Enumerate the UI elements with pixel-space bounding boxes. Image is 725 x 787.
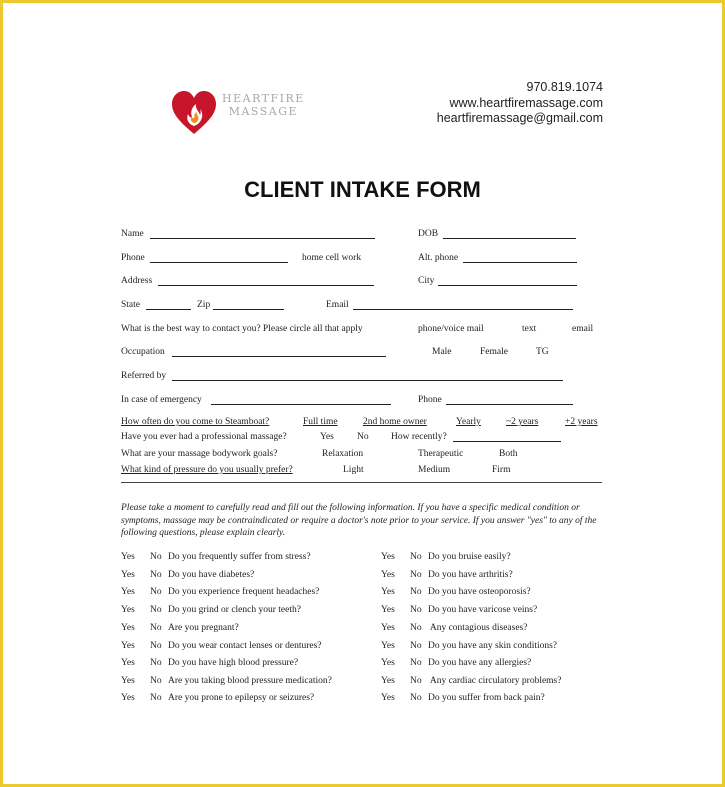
answer-yes[interactable]: Yes [381, 570, 395, 580]
answer-no[interactable]: No [410, 693, 422, 703]
right-question-row [381, 641, 557, 651]
medical-instructions: Please take a moment to carefully read and fill out the following information. If you have a specific medical condition or symptoms, massage may be contraindicated or require a doctor's note prior to your service. If you answer "yes" to any of the following questions, please explain clearly. [121, 503, 597, 538]
phone-label: Phone [121, 253, 145, 263]
emergency-contact-label: In case of emergency [121, 395, 202, 405]
brand-line-2: MASSAGE [228, 105, 299, 118]
question-text: Do you have any allergies? [428, 658, 532, 668]
answer-no[interactable]: No [150, 623, 162, 633]
zip-field[interactable] [213, 309, 284, 310]
emergency-phone-field[interactable] [446, 404, 573, 405]
alt-phone-field[interactable] [463, 262, 577, 263]
gender-option-tg[interactable]: TG [536, 347, 549, 357]
how-recently-label: How recently? [391, 432, 447, 442]
answer-no[interactable]: No [150, 552, 162, 562]
contact-option-text[interactable]: text [522, 324, 537, 334]
answer-yes[interactable]: Yes [381, 658, 395, 668]
left-question-row [121, 570, 254, 580]
left-question-row [121, 658, 298, 668]
contact-preference-question: What is the best way to contact you? Please circle all that apply [121, 324, 363, 334]
answer-yes[interactable]: Yes [121, 658, 135, 668]
question-text: Do you have diabetes? [168, 570, 255, 580]
goals-question: What are your massage bodywork goals? [121, 449, 278, 459]
answer-yes[interactable]: Yes [121, 676, 135, 686]
answer-yes[interactable]: Yes [381, 552, 395, 562]
brand-line-1: HEARTFIRE [222, 92, 305, 105]
frequency-option-full-time[interactable]: Full time [303, 417, 338, 427]
left-question-row [121, 641, 322, 651]
contact-phone: 970.819.1074 [526, 80, 603, 94]
contact-option-email[interactable]: email [572, 324, 594, 334]
right-question-row [381, 658, 531, 668]
left-question-row [121, 693, 314, 703]
phone-type-options[interactable]: home cell work [302, 253, 362, 263]
question-text: Are you pregnant? [168, 623, 239, 633]
phone-field[interactable] [150, 262, 288, 263]
answer-no[interactable]: No [150, 641, 162, 651]
alt-phone-label: Alt. phone [418, 253, 459, 263]
occupation-label: Occupation [121, 347, 165, 357]
answer-yes[interactable]: Yes [121, 693, 135, 703]
question-text: Any contagious diseases? [428, 623, 528, 633]
question-text: Do you have arthritis? [428, 570, 513, 580]
referred-by-field[interactable] [172, 380, 563, 381]
brand-name [222, 92, 305, 118]
left-question-row [121, 587, 319, 597]
section-divider [121, 482, 602, 483]
name-field[interactable] [150, 238, 375, 239]
professional-massage-no[interactable]: No [357, 432, 369, 442]
right-question-row [381, 676, 561, 686]
pressure-option-firm[interactable]: Firm [492, 465, 511, 475]
right-question-row [381, 552, 511, 562]
question-text: Do you experience frequent headaches? [168, 587, 320, 597]
answer-yes[interactable]: Yes [121, 587, 135, 597]
answer-yes[interactable]: Yes [381, 623, 395, 633]
pressure-option-light[interactable]: Light [343, 465, 364, 475]
answer-no[interactable]: No [150, 587, 162, 597]
left-question-row [121, 623, 239, 633]
question-text: Do you have high blood pressure? [168, 658, 299, 668]
question-text: Do you have osteoporosis? [428, 587, 531, 597]
left-question-row [121, 676, 332, 686]
answer-no[interactable]: No [150, 570, 162, 580]
answer-no[interactable]: No [410, 570, 422, 580]
question-text: Do you suffer from back pain? [428, 693, 545, 703]
goals-option-therapeutic[interactable]: Therapeutic [418, 449, 464, 459]
answer-no[interactable]: No [410, 605, 422, 615]
contact-email: heartfiremassage@gmail.com [436, 111, 603, 125]
address-label: Address [121, 276, 153, 286]
answer-yes[interactable]: Yes [381, 605, 395, 615]
question-text: Do you bruise easily? [428, 552, 511, 562]
answer-yes[interactable]: Yes [121, 552, 135, 562]
goals-option-both[interactable]: Both [499, 449, 518, 459]
answer-no[interactable]: No [410, 641, 422, 651]
question-text: Do you have varicose veins? [428, 605, 538, 615]
referred-by-label: Referred by [121, 371, 167, 381]
answer-yes[interactable]: Yes [121, 623, 135, 633]
answer-no[interactable]: No [150, 676, 162, 686]
gender-option-female[interactable]: Female [480, 347, 508, 357]
question-text: Do you frequently suffer from stress? [168, 552, 311, 562]
dob-label: DOB [418, 229, 439, 239]
answer-no[interactable]: No [410, 658, 422, 668]
heart-flame-logo-icon [170, 90, 218, 136]
answer-no[interactable]: No [410, 676, 422, 686]
pressure-question: What kind of pressure do you usually prefer? [121, 465, 293, 475]
zip-label: Zip [197, 300, 211, 310]
answer-no[interactable]: No [150, 605, 162, 615]
address-field[interactable] [158, 285, 374, 286]
frequency-option-over-2-years[interactable]: +2 years [565, 417, 598, 427]
right-question-row [381, 693, 545, 703]
state-field[interactable] [146, 309, 191, 310]
email-field[interactable] [353, 309, 573, 310]
gender-option-male[interactable]: Male [432, 347, 452, 357]
city-field[interactable] [438, 285, 577, 286]
right-question-row [381, 623, 527, 633]
email-label: Email [326, 300, 349, 310]
question-text: Do you wear contact lenses or dentures? [168, 641, 322, 651]
dob-field[interactable] [443, 238, 576, 239]
question-text: Any cardiac circulatory problems? [428, 676, 562, 686]
answer-no[interactable]: No [410, 552, 422, 562]
pressure-option-medium[interactable]: Medium [418, 465, 451, 475]
form-title: CLIENT INTAKE FORM [244, 177, 481, 202]
question-text: Are you prone to epilepsy or seizures? [168, 693, 315, 703]
professional-massage-question: Have you ever had a professional massage? [121, 432, 287, 442]
how-recently-field[interactable] [453, 441, 561, 442]
question-text: Are you taking blood pressure medication? [168, 676, 332, 686]
left-question-row [121, 552, 311, 562]
answer-yes[interactable]: Yes [381, 641, 395, 651]
answer-yes[interactable]: Yes [381, 587, 395, 597]
question-text: Do you have any skin conditions? [428, 641, 558, 651]
name-label: Name [121, 229, 144, 239]
contact-option-phone[interactable]: phone/voice mail [418, 324, 484, 334]
professional-massage-yes[interactable]: Yes [320, 432, 334, 442]
answer-no[interactable]: No [410, 587, 422, 597]
city-label: City [418, 276, 435, 286]
emergency-contact-field[interactable] [211, 404, 391, 405]
answer-yes[interactable]: Yes [121, 641, 135, 651]
answer-yes[interactable]: Yes [121, 570, 135, 580]
emergency-phone-label: Phone [418, 395, 442, 405]
occupation-field[interactable] [172, 356, 386, 357]
answer-yes[interactable]: Yes [121, 605, 135, 615]
answer-yes[interactable]: Yes [381, 676, 395, 686]
answer-no[interactable]: No [150, 658, 162, 668]
contact-block [437, 80, 603, 127]
goals-option-relaxation[interactable]: Relaxation [322, 449, 364, 459]
answer-yes[interactable]: Yes [381, 693, 395, 703]
left-question-row [121, 605, 301, 615]
answer-no[interactable]: No [150, 693, 162, 703]
frequency-option-2nd-home[interactable]: 2nd home owner [363, 417, 427, 427]
frequency-option-under-2-years[interactable]: ~2 years [506, 417, 539, 427]
frequency-option-yearly[interactable]: Yearly [456, 417, 481, 427]
contact-website: www.heartfiremassage.com [449, 95, 603, 110]
right-question-row [381, 587, 531, 597]
right-question-row [381, 570, 513, 580]
question-text: Do you grind or clench your teeth? [168, 605, 301, 615]
right-question-row [381, 605, 537, 615]
answer-no[interactable]: No [410, 623, 422, 633]
frequency-question: How often do you come to Steamboat? [121, 417, 270, 427]
state-label: State [121, 300, 140, 310]
